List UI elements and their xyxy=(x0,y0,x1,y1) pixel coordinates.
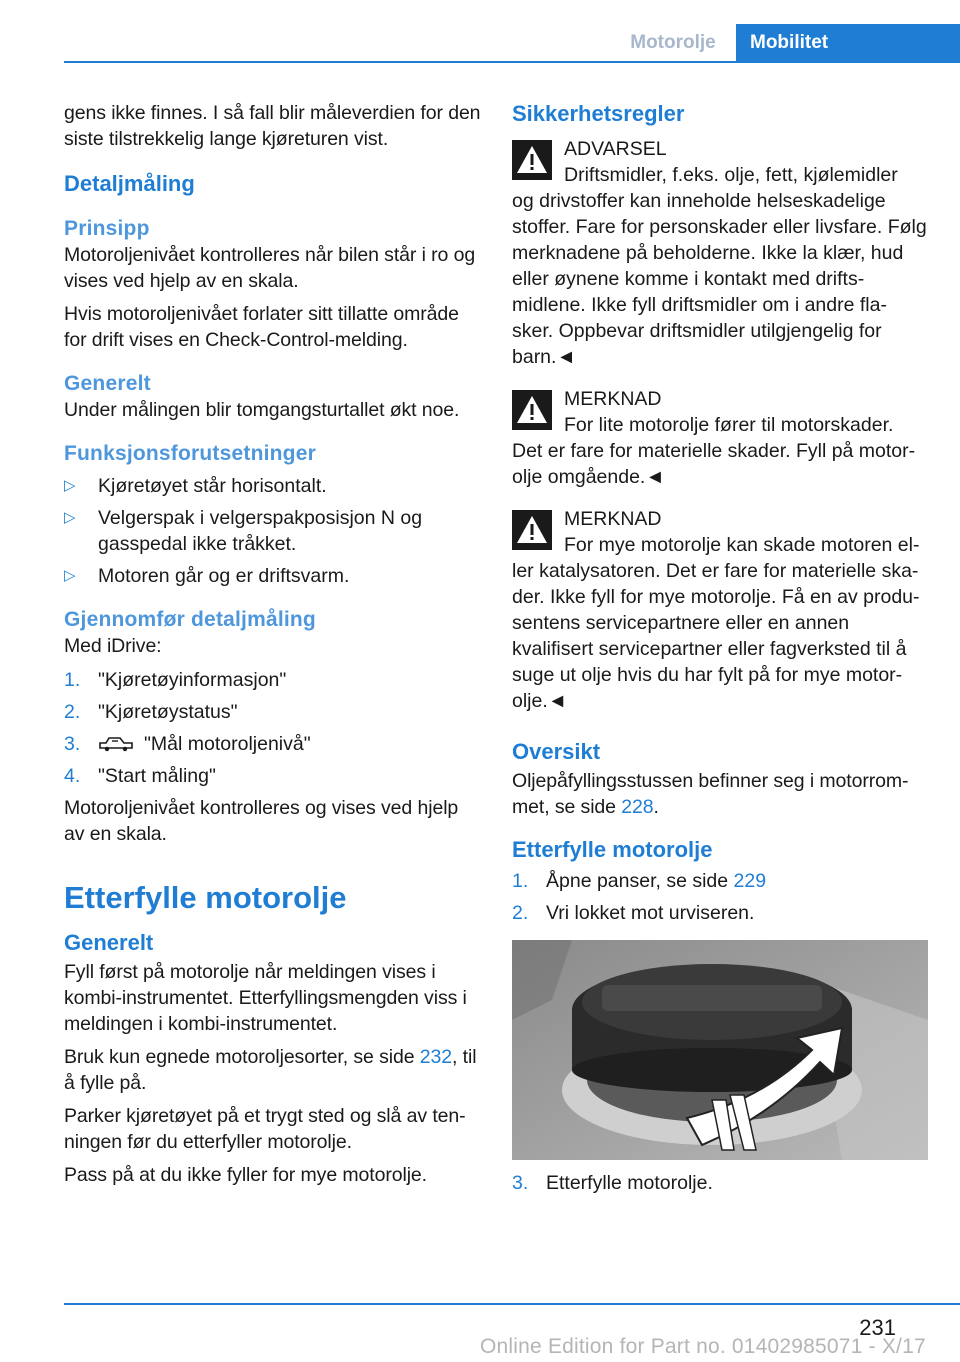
triangle-bullet-icon: ▷ xyxy=(64,477,76,494)
list-item: 3. "Mål motoroljenivå" xyxy=(64,733,311,755)
list-item: 2. Vri lokket mot urviseren. xyxy=(512,902,755,924)
page-link-232[interactable]: 232 xyxy=(419,1046,453,1068)
page-number: 231 xyxy=(859,1315,896,1340)
intro-paragraph: gens ikke finnes. I så fall blir måleverdien for den siste tilstrekkelig lange kjøreturen vist. xyxy=(64,102,481,150)
heading-etterfylle: Etterfylle motorolje xyxy=(512,837,713,862)
page-link-228[interactable]: 228 xyxy=(621,796,654,818)
list-item: 4. "Start måling" xyxy=(64,765,216,787)
heading-funksjonsforutsetninger: Funksjonsforutsetninger xyxy=(64,442,316,465)
prinsipp-paragraph-2: Hvis motoroljenivået forlater sitt tillatte område for drift vises en Check-Control-melding. xyxy=(64,303,459,351)
list-item: 1. Åpne panser, se side 229 xyxy=(512,870,767,892)
notice-text: For mye motorolje kan skade motoren el- ler katalysatoren. Det er fare for materielle ska-der. Ikke fyll for mye motorolje. Få en av produ-sentens servicepartnere eller en annen kvalifisert servicepartner eller fagverksted til å suge ut olje hvis du har fylt på for mye motor-olje.◄ xyxy=(512,534,920,712)
heading-prinsipp: Prinsipp xyxy=(64,217,150,240)
pass-paragraph: Pass på at du ikke fyller for mye motorolje. xyxy=(64,1164,427,1186)
generelt-paragraph: Under målingen blir tomgangsturtallet økt noe. xyxy=(64,399,460,421)
list-item: ▷ Kjøretøyet står horisontalt. xyxy=(64,475,327,497)
oversikt-paragraph: Oljepåfyllingsstussen befinner seg i motorrom-met, se side 228. xyxy=(512,770,909,818)
warning-triangle-icon xyxy=(512,510,552,550)
heading-generelt: Generelt xyxy=(64,372,151,395)
notice-label: MERKNAD xyxy=(564,508,662,530)
idrive-steps xyxy=(64,667,482,789)
triangle-bullet-icon: ▷ xyxy=(64,567,76,584)
list-item: 1. "Kjøretøyinformasjon" xyxy=(64,669,287,691)
warning-block xyxy=(512,136,928,370)
refill-steps-continued xyxy=(512,1170,928,1196)
after-steps-paragraph: Motoroljenivået kontrolleres og vises ved hjelp av en skala. xyxy=(64,797,459,845)
med-idrive-label: Med iDrive: xyxy=(64,635,162,657)
prinsipp-paragraph-1: Motoroljenivået kontrolleres når bilen står i ro og vises ved hjelp av en skala. xyxy=(64,244,476,292)
list-item: 3. Etterfylle motorolje. xyxy=(512,1172,713,1194)
oil-cap-photo xyxy=(512,940,928,1160)
heading-detaljmaling: Detaljmåling xyxy=(64,171,195,196)
heading-oversikt: Oversikt xyxy=(512,739,601,764)
notice-text: For lite motorolje fører til motorskader. Det er fare for materielle skader. Fyll på motor-olje omgående.◄ xyxy=(512,414,916,488)
warning-label: ADVARSEL xyxy=(564,138,667,160)
chapter-tab-mobilitet: Mobilitet xyxy=(736,24,960,62)
car-oil-icon xyxy=(98,734,134,752)
notice-block xyxy=(512,386,928,490)
heading-etterfylle-motorolje: Etterfylle motorolje xyxy=(64,880,347,915)
left-column xyxy=(64,100,482,1195)
notice-block xyxy=(512,506,928,714)
heading-generelt-2: Generelt xyxy=(64,930,154,955)
warning-triangle-icon xyxy=(512,390,552,430)
heading-sikkerhetsregler: Sikkerhetsregler xyxy=(512,101,685,126)
requirements-list xyxy=(64,473,482,589)
heading-gjennomfor: Gjennomfør detaljmåling xyxy=(64,608,316,631)
footer-divider xyxy=(64,1303,960,1305)
warning-text: Driftsmidler, f.eks. olje, fett, kjølemidler og drivstoffer kan inneholde helseskadelige stoffer. Fare for personskader eller livsfare. Følg merknadene på beholderne. Ikke la klær, hud eller øynene komme i kontakt med drifts-midlene. Ikke fyll driftsmidler om i andre fla-sker. Oppbevar driftsmidler utilgjengelig for barn.◄ xyxy=(512,164,927,368)
triangle-bullet-icon: ▷ xyxy=(64,509,76,526)
section-tab-motorolje: Motorolje xyxy=(630,32,716,53)
refill-steps xyxy=(512,868,928,926)
page-link-229[interactable]: 229 xyxy=(733,870,767,892)
edition-footer: Online Edition for Part no. 01402985071 - X/17 xyxy=(480,1335,926,1358)
list-item: ▷ Motoren går og er driftsvarm. xyxy=(64,565,350,587)
right-column xyxy=(512,100,928,1202)
page-header xyxy=(0,0,960,62)
bruk-paragraph: Bruk kun egnede motoroljesorter, se side 232, til å fylle på. xyxy=(64,1046,477,1094)
warning-triangle-icon xyxy=(512,140,552,180)
header-divider xyxy=(64,61,960,63)
notice-label: MERKNAD xyxy=(564,388,662,410)
list-item: 2. "Kjøretøystatus" xyxy=(64,701,238,723)
generelt-2-paragraph: Fyll først på motorolje når meldingen vises i kombi-instrumentet. Etterfyllingsmengden viss i meldingen i kombi-instrumentet. xyxy=(64,961,467,1035)
parker-paragraph: Parker kjøretøyet på et trygt sted og slå av ten-ningen før du etterfyller motorolje. xyxy=(64,1105,466,1153)
list-item: ▷ Velgerspak i velgerspakposisjon N og gasspedal ikke tråkket. xyxy=(64,507,423,555)
